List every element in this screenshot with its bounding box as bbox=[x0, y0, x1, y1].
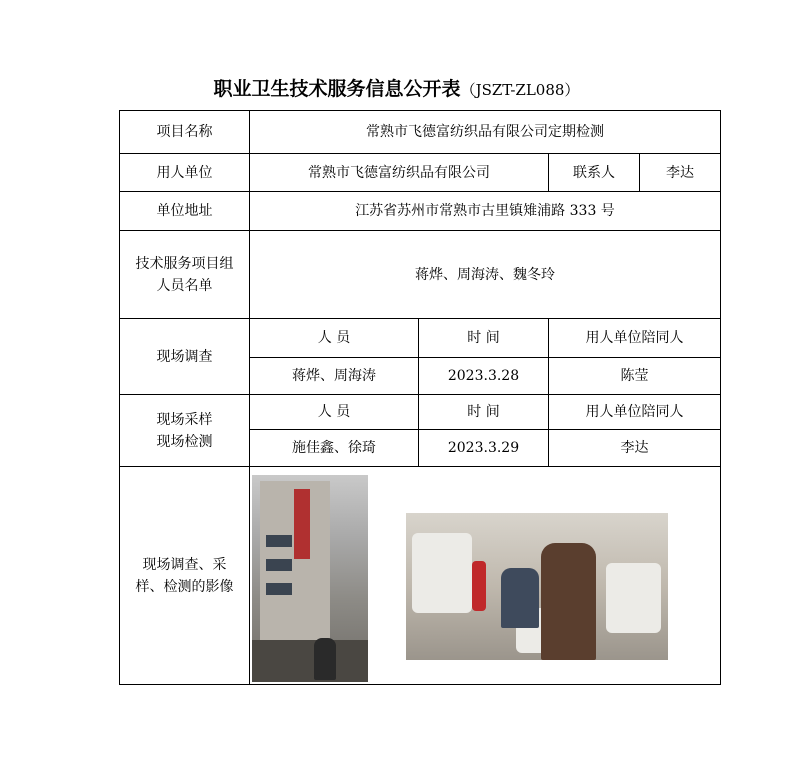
ground-shape bbox=[252, 640, 368, 682]
survey-companion: 陈莹 bbox=[549, 358, 721, 395]
photo-area bbox=[250, 467, 720, 683]
window-shape bbox=[266, 535, 292, 547]
project-name-value: 常熟市飞德富纺织品有限公司定期检测 bbox=[250, 111, 721, 154]
info-table bbox=[119, 110, 721, 685]
contact-label: 联系人 bbox=[549, 154, 640, 192]
team-label: 技术服务项目组人员名单 bbox=[120, 231, 250, 319]
sampling-companion: 李达 bbox=[549, 430, 721, 467]
inspector-shape bbox=[541, 543, 596, 660]
page-title bbox=[0, 77, 793, 102]
employer-label: 用人单位 bbox=[120, 154, 250, 192]
site-inspection-photo bbox=[406, 513, 668, 660]
project-name-label: 项目名称 bbox=[120, 111, 250, 154]
contact-value: 李达 bbox=[640, 154, 721, 192]
building-sign-shape bbox=[294, 489, 310, 559]
window-shape bbox=[266, 559, 292, 571]
team-value: 蒋烨、周海涛、魏冬玲 bbox=[250, 231, 721, 319]
employer-value: 常熟市飞德富纺织品有限公司 bbox=[250, 154, 549, 192]
survey-people: 蒋烨、周海涛 bbox=[250, 358, 419, 395]
images-cell bbox=[250, 467, 721, 685]
sampling-people: 施佳鑫、徐琦 bbox=[250, 430, 419, 467]
yarn-bale-shape bbox=[412, 533, 472, 613]
survey-label: 现场调查 bbox=[120, 319, 250, 395]
images-label: 现场调查、采样、检测的影像 bbox=[120, 467, 250, 685]
sampling-header-time: 时 间 bbox=[419, 395, 549, 430]
site-building-photo bbox=[252, 475, 368, 682]
yarn-bale-shape bbox=[606, 563, 661, 633]
survey-header-time: 时 间 bbox=[419, 319, 549, 358]
inspector-shape bbox=[501, 568, 539, 628]
sampling-header-people: 人 员 bbox=[250, 395, 419, 430]
address-value: 江苏省苏州市常熟市古里镇雉浦路 333 号 bbox=[250, 192, 721, 231]
address-label: 单位地址 bbox=[120, 192, 250, 231]
survey-header-people: 人 员 bbox=[250, 319, 419, 358]
survey-time: 2023.3.28 bbox=[419, 358, 549, 395]
window-shape bbox=[266, 583, 292, 595]
decoration-knot-shape bbox=[472, 561, 486, 611]
sampling-header-companion: 用人单位陪同人 bbox=[549, 395, 721, 430]
sampling-label: 现场采样现场检测 bbox=[120, 395, 250, 467]
form-code: （JSZT-ZL088） bbox=[460, 81, 580, 99]
person-shape bbox=[314, 638, 336, 680]
sampling-time: 2023.3.29 bbox=[419, 430, 549, 467]
survey-header-companion: 用人单位陪同人 bbox=[549, 319, 721, 358]
title-text: 职业卫生技术服务信息公开表 bbox=[213, 78, 461, 100]
